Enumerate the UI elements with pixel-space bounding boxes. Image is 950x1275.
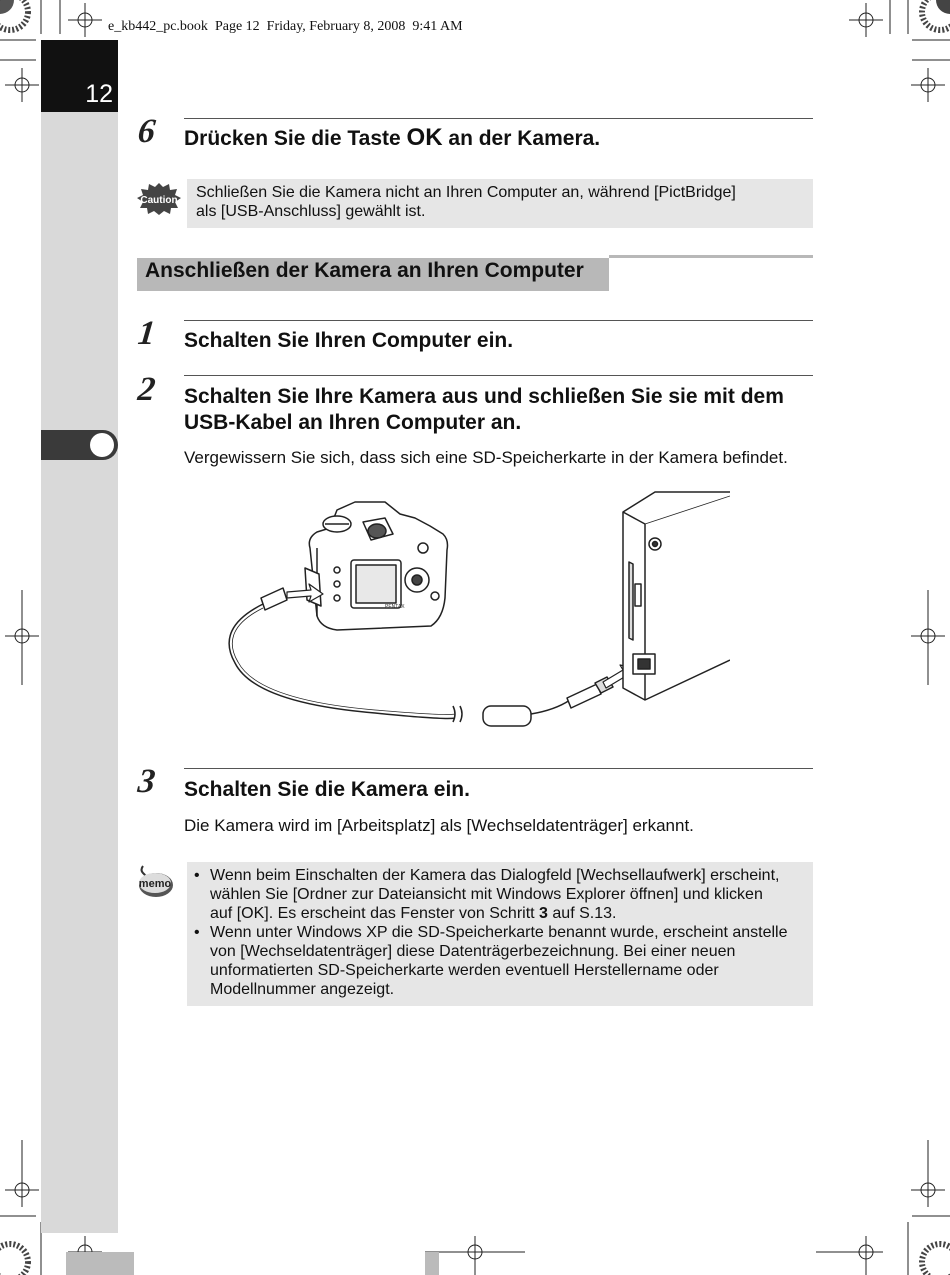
step-body: Die Kamera wird im [Arbeitsplatz] als [Wechseldatenträger] erkannt. (184, 816, 694, 835)
memo-step-ref: 3 (539, 905, 548, 922)
step-title: Schalten Sie die Kamera ein. (184, 778, 470, 801)
step-title: Schalten Sie Ihren Computer ein. (184, 329, 514, 352)
step-number: 1 (136, 315, 157, 352)
memo-line: unformatierten SD-Speicherkarte werden eventuell Herstellername oder (210, 962, 719, 979)
step-title-line: Schalten Sie Ihre Kamera aus und schließen Sie sie mit dem (184, 385, 784, 408)
memo-line: Wenn beim Einschalten der Kamera das Dialogfeld [Wechsellaufwerk] erscheint, (210, 867, 780, 884)
header-page: Page 12 (214, 19, 260, 34)
ferrite-core (483, 706, 531, 726)
memo-list (194, 866, 810, 999)
step-rule (184, 320, 813, 321)
step-title-text: Drücken Sie die Taste (184, 127, 401, 150)
step-rule (184, 375, 813, 376)
caution-icon (137, 182, 181, 216)
bullet: • (194, 867, 200, 884)
header-time: 9:41 AM (412, 19, 463, 34)
chapter-tab-dot (90, 433, 114, 457)
svg-text:memo: memo (138, 878, 172, 890)
camera-usb-plug (261, 588, 287, 610)
memo-line: wählen Sie [Ordner zur Dateiansicht mit Windows Explorer öffnen] und klicken (210, 886, 763, 903)
memo-line: Modellnummer angezeigt. (210, 981, 395, 998)
step-title (184, 384, 784, 436)
memo-line (210, 904, 810, 923)
step-body: Vergewissern Sie sich, dass sich eine SD-Speicherkarte in der Kamera befindet. (184, 448, 788, 467)
section-heading (137, 255, 813, 291)
page-number: 12 (85, 80, 113, 108)
ok-key: OK (406, 124, 443, 151)
caution-line: Schließen Sie die Kamera nicht an Ihren Computer an, während [PictBridge] (196, 184, 736, 201)
step-title (184, 125, 600, 152)
step-number: 6 (136, 113, 157, 150)
bullet: • (194, 924, 200, 941)
memo-line: Wenn unter Windows XP die SD-Speicherkarte benannt wurde, erscheint anstelle (210, 924, 788, 941)
caution-line: als [USB-Anschluss] gewählt ist. (196, 203, 426, 220)
step-rule (184, 118, 813, 119)
side-bar (41, 40, 118, 1233)
step-title-line: USB-Kabel an Ihren Computer an. (184, 411, 522, 434)
memo-line: von [Wechseldatenträger] diese Datenträgerbezeichnung. Bei einer neuen (210, 943, 736, 960)
memo-text (194, 866, 810, 999)
print-header (108, 19, 463, 35)
section-title: Anschließen der Kamera an Ihren Computer (145, 259, 584, 282)
memo-item (194, 866, 810, 923)
memo-item (194, 923, 810, 999)
step-number: 2 (136, 371, 157, 408)
section-heading-line (609, 255, 813, 258)
step-number: 3 (136, 763, 157, 800)
step-rule (184, 768, 813, 769)
memo-line-text: auf S.13. (552, 905, 617, 922)
header-date: Friday, February 8, 2008 (266, 19, 406, 34)
caution-text (196, 183, 736, 221)
camera-brand: PENTAX (385, 604, 405, 610)
header-file: e_kb442_pc.book (108, 19, 208, 34)
computer-usb-plug (567, 684, 601, 708)
svg-text:Caution: Caution (140, 195, 178, 206)
memo-icon (137, 864, 175, 900)
usb-connection-illustration (225, 488, 730, 733)
memo-line-text: auf [OK]. Es erscheint das Fenster von Schritt (210, 905, 535, 922)
step-title-text: an der Kamera. (448, 127, 601, 150)
